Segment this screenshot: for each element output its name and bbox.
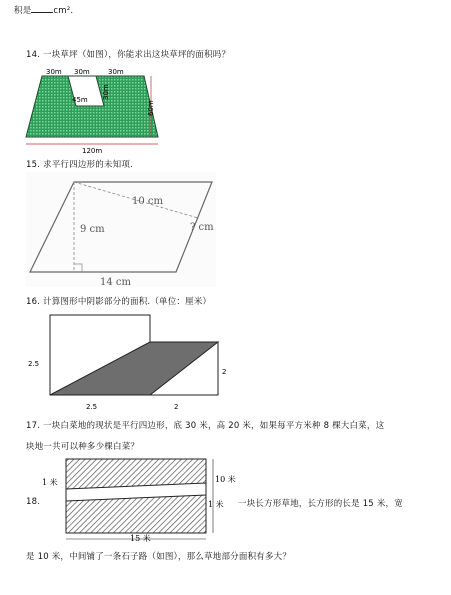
lawn-figure xyxy=(24,64,164,154)
question-16-text: 16. 计算图形中阴影部分的面积.（单位：厘米） xyxy=(26,297,212,307)
label-left-width: 1 米 xyxy=(42,478,58,487)
label-right-height: 2 xyxy=(222,368,227,376)
label-left-height: 2.5 xyxy=(28,360,40,368)
label-bottom: 120m xyxy=(82,147,103,155)
question-18-text-right: 一块长方形草地，长方形的长是 15 米，宽 xyxy=(238,499,403,509)
shaded-area-figure xyxy=(26,312,226,412)
label-base-right: 2 xyxy=(174,403,179,411)
question-15-text: 15. 求平行四边形的未知项. xyxy=(26,160,133,170)
label-unknown: ? cm xyxy=(190,222,214,233)
top-answer-line xyxy=(14,4,73,16)
top-line-prefix: 积是 xyxy=(14,6,32,16)
label-top-mid: 30m xyxy=(74,68,90,76)
question-18-text-bottom: 是 10 米，中间铺了一条石子路（如图），那么草地部分面积有多大？ xyxy=(26,552,292,562)
label-top-right: 30m xyxy=(108,68,124,76)
top-line-unit: cm² xyxy=(53,6,71,16)
top-line-suffix: . xyxy=(70,6,74,16)
label-height: 60m xyxy=(147,100,155,116)
label-inner-height: 30m xyxy=(102,84,110,100)
question-18-number: 18. xyxy=(26,497,41,507)
label-bottom: 15 米 xyxy=(130,534,151,543)
answer-blank xyxy=(31,4,53,13)
label-right-width: 1 米 xyxy=(208,500,224,509)
label-right-height: 10 米 xyxy=(215,475,236,484)
label-diag: 10 cm xyxy=(132,196,163,207)
lawn-shape xyxy=(26,76,158,137)
rectangle-path-figure xyxy=(38,455,236,547)
label-inner-slant: 45m xyxy=(72,96,88,104)
label-base-left: 2.5 xyxy=(86,403,98,411)
label-height: 9 cm xyxy=(80,224,105,235)
question-14-text: 14. 一块草坪（如图），你能求出这块草坪的面积吗？ xyxy=(26,50,231,60)
question-17-line1: 17. 一块白菜地的现状是平行四边形，底 30 米，高 20 米，如果每平方米种 8 棵大白菜，这 xyxy=(26,421,385,431)
shaded-region xyxy=(50,342,218,395)
label-base: 14 cm xyxy=(100,277,131,288)
parallelogram-figure xyxy=(26,172,216,287)
label-top-left: 30m xyxy=(46,68,62,76)
question-17-line2: 块地一共可以种多少棵白菜？ xyxy=(26,442,140,452)
